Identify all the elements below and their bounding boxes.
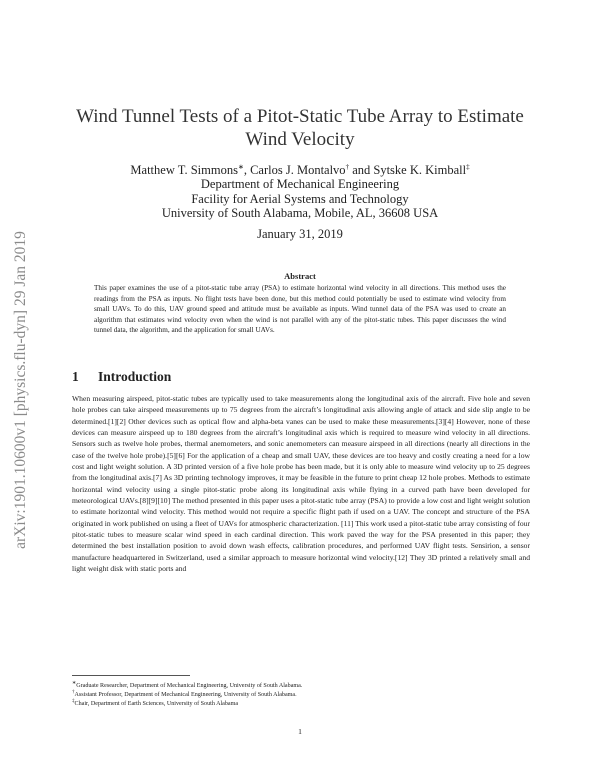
section-heading (72, 369, 171, 385)
section-title: Introduction (98, 369, 172, 384)
abstract-text: This paper examines the use of a pitot-static tube array (PSA) to estimate horizontal wind velocity in all directions. This method uses the readings from the PSA as inputs. No flight tests have been done, but this method could potentially be used to estimate wind velocity from small UAVs. To do this, UAV ground speed and attitude must be available as inputs. Wind tunnel data of the PSA was used to create an algorithm that estimates wind velocity even when the wind is not parallel with any of the pitot-static tubes. This paper discusses the wind tunnel data, the algorithm, and the application for small UAVs. (94, 284, 506, 335)
footnote-2-mark: † (72, 690, 75, 695)
footnote-rule (72, 675, 190, 676)
footnote-3-text: Chair, Department of Earth Sciences, University of South Alabama (74, 701, 239, 708)
footnote-1-text: Graduate Researcher, Department of Mechanical Engineering, University of South Alabama. (76, 683, 303, 690)
author-block (60, 160, 540, 220)
paper-date: January 31, 2019 (257, 227, 343, 241)
affiliation-facility: Facility for Aerial Systems and Technology (191, 191, 409, 206)
author-line (60, 160, 540, 177)
author-2-mark: † (345, 163, 350, 171)
arxiv-identifier-sidebar (10, 180, 32, 600)
introduction-paragraph: When measuring airspeed, pitot-static tubes are typically used to take measurements along the longitudinal axis of the aircraft. Five hole and seven hole probes can take airspeed measurements up to 75 degrees from the aircraft’s longitudinal axis allowing angle of attack and side slip angle to be determined.[1][2] Other devices such as optical flow and alpha-beta vanes can be used to make these measurements.[3][4] However, none of these devices can measure airspeed up to 180 degrees from the aircraft’s longitudinal axis which is required to measure wind velocity in all directions. Sensors such as twelve hole probes, thermal anemometers, and sonic anemometers can measure airspeed in all directions (nearly all directions in the case of the twelve hole probe).[5][6] For the application of a cheap and small UAV, these devices are too heavy and costly creating a need for a low cost and light weight solution. A 3D printed version of a five hole probe has been made, but it is only able to measure wind velocity up to 25 degrees from the longitudinal axis.[7] As 3D printing technology improves, it may be feasible in the future to print cheap 12 hole probes. Methods to estimate horizontal wind velocity using a single pitot-static probe along its longitudinal axis while flying in a curved path have been developed for meteorological UAVs.[8][9][10] The method presented in this paper uses a pitot-static tube array (PSA) to provide a low cost and light weight solution to estimate horizontal wind velocity. This method would not require a specific flight path if used on a UAV. The concept and structure of the PSA originated in work published on using a fleet of UAVs for atmospheric characterization. [11] This work used a pitot-static tube array consisting of four pitot-static tubes to measure scalar wind speed in each cardinal direction. This work paved the way for the PSA presented in this paper; they determined the best installation position to avoid down wash effects, calibration procedures, and performed UAV flight tests. Sensirion, a sensor manufacture headquartered in Switzerland, used a similar approach to measure horizontal wind velocity.[12] They 3D printed a relatively small and light weight disk with static ports and (72, 394, 530, 574)
footnote-1-mark: ∗ (72, 681, 77, 686)
section-number: 1 (72, 369, 79, 384)
author-3-mark: ‡ (466, 163, 470, 171)
footnote-2-text: Assistant Professor, Department of Mechanical Engineering, University of South Alabama. (74, 692, 297, 699)
author-3: and Sytske K. Kimball (349, 163, 467, 178)
affiliation-university: University of South Alabama, Mobile, AL, 36608 USA (161, 206, 439, 221)
footnote-3 (72, 697, 238, 709)
footnote-3-mark: ‡ (72, 699, 75, 704)
abstract-heading: Abstract (284, 271, 316, 281)
affiliation-department: Department of Mechanical Engineering (200, 177, 400, 192)
page-number: 1 (298, 727, 302, 736)
author-2: , Carlos J. Montalvo (243, 163, 346, 178)
arxiv-identifier: arXiv:1901.10600v1 [physics.flu-dyn] 29 Jan 2019 (12, 231, 29, 549)
author-1-mark: ∗ (237, 163, 244, 171)
paper-title: Wind Tunnel Tests of a Pitot-Static Tube Array to Estimate Wind Velocity (76, 106, 524, 150)
author-1: Matthew T. Simmons (130, 163, 238, 178)
